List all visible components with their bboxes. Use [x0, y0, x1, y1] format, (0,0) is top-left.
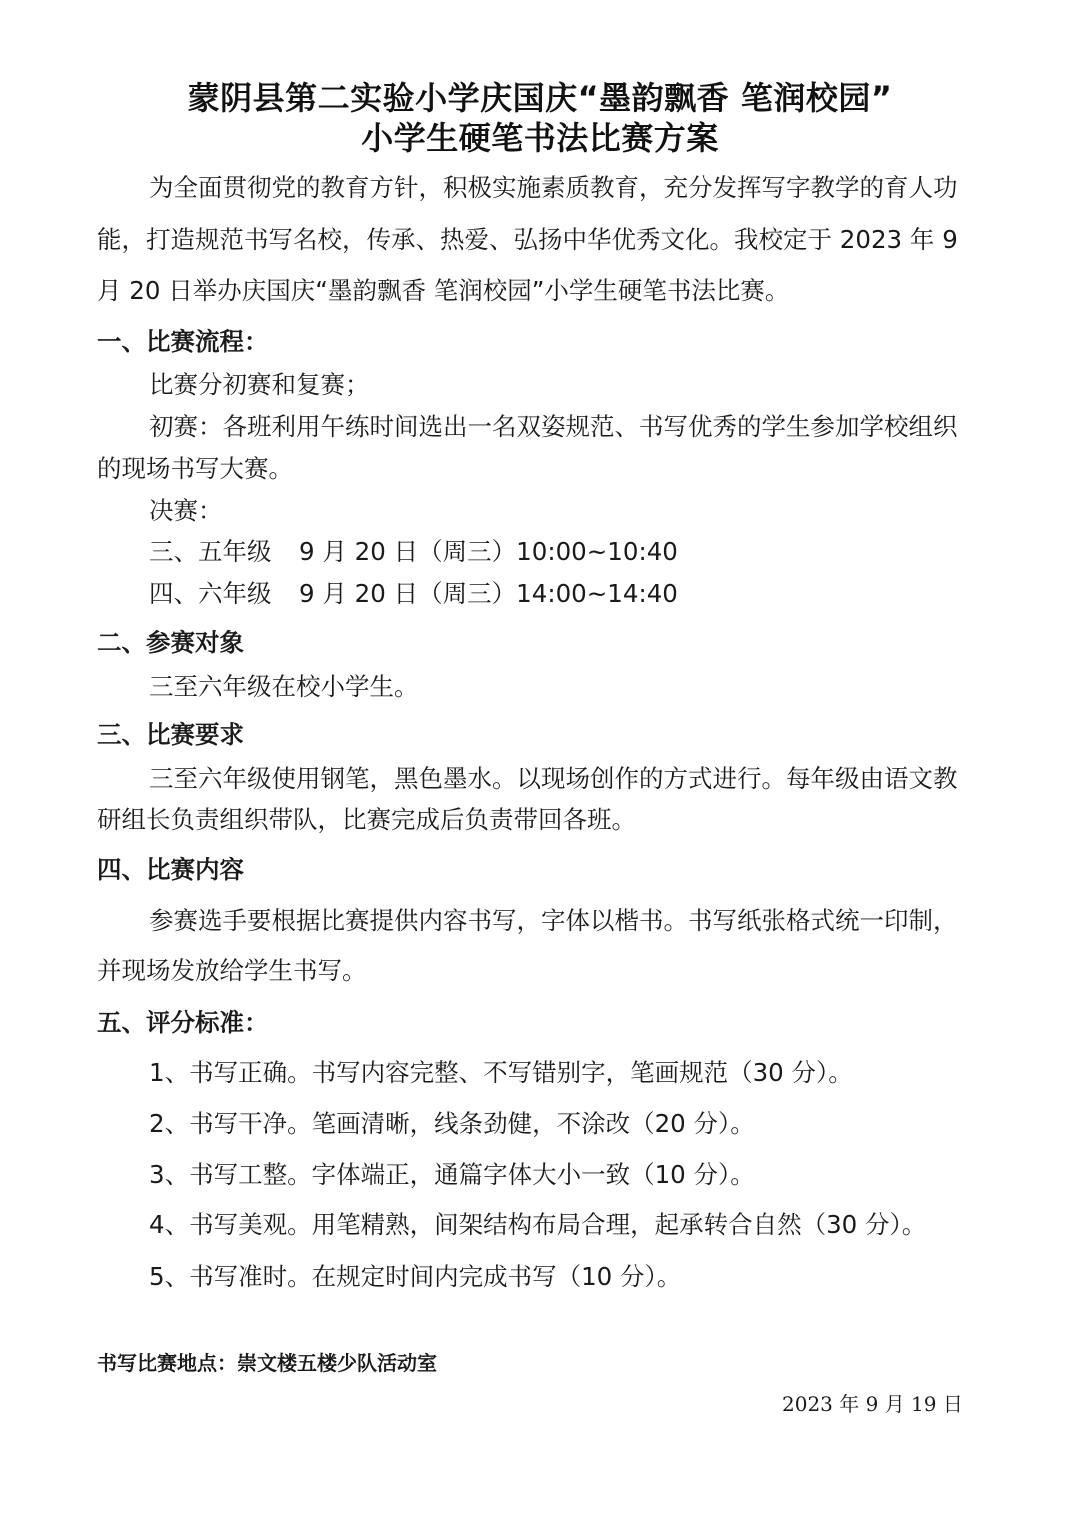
section2-line-1: 三至六年级在校小学生。	[149, 672, 419, 701]
section3-line-1: 三至六年级使用钢笔，黑色墨水。以现场创作的方式进行。每年级由语文教	[149, 764, 958, 793]
section2-heading: 二、参赛对象	[97, 628, 244, 657]
document-title-line1: 蒙阴县第二实验小学庆国庆“墨韵飘香 笔润校园”	[187, 79, 893, 117]
section5-heading: 五、评分标准：	[97, 1008, 269, 1037]
schedule-date: 9 月 20 日（周三）	[299, 579, 517, 608]
scoring-item: 1、书写正确。书写内容完整、不写错别字，笔画规范（30 分）。	[149, 1058, 853, 1087]
intro-line-3: 月 20 日举办庆国庆“墨韵飘香 笔润校园”小学生硬笔书法比赛。	[97, 276, 790, 305]
schedule-grade: 三、五年级	[149, 537, 272, 566]
scoring-item: 5、书写准时。在规定时间内完成书写（10 分）。	[149, 1262, 682, 1291]
section3-line-2: 研组长负责组织带队，比赛完成后负责带回各班。	[97, 805, 636, 834]
schedule-time: 14:00~14:40	[516, 579, 678, 608]
section1-heading: 一、比赛流程：	[97, 327, 269, 356]
scoring-item: 4、书写美观。用笔精熟，间架结构布局合理，起承转合自然（30 分）。	[149, 1210, 927, 1239]
schedule-date: 9 月 20 日（周三）	[299, 537, 517, 566]
intro-line-1: 为全面贯彻党的教育方针，积极实施素质教育，充分发挥写字教学的育人功	[149, 173, 958, 202]
schedule-time: 10:00~10:40	[516, 537, 678, 566]
contest-location: 书写比赛地点：崇文楼五楼少队活动室	[97, 1351, 437, 1375]
section3-heading: 三、比赛要求	[97, 720, 244, 749]
schedule-grade: 四、六年级	[149, 579, 272, 608]
section1-line-2: 初赛：各班利用午练时间选出一名双姿规范、书写优秀的学生参加学校组织	[149, 412, 958, 441]
schedule-row	[149, 536, 1039, 568]
section1-line-1: 比赛分初赛和复赛；	[149, 370, 370, 399]
scoring-item: 2、书写干净。笔画清晰，线条劲健，不涂改（20 分）。	[149, 1109, 755, 1138]
document-title-line2: 小学生硬笔书法比赛方案	[361, 119, 719, 157]
section4-line-2: 并现场发放给学生书写。	[97, 956, 367, 985]
intro-line-2: 能，打造规范书写名校，传承、热爱、弘扬中华优秀文化。我校定于 2023 年 9	[97, 225, 958, 254]
final-label: 决赛：	[149, 496, 223, 525]
scoring-item: 3、书写工整。字体端正，通篇字体大小一致（10 分）。	[149, 1160, 755, 1189]
schedule-row	[149, 578, 1039, 610]
document-date: 2023 年 9 月 19 日	[782, 1392, 963, 1416]
section1-line-3: 的现场书写大赛。	[97, 454, 293, 483]
section4-line-1: 参赛选手要根据比赛提供内容书写，字体以楷书。书写纸张格式统一印制，	[149, 906, 958, 935]
section4-heading: 四、比赛内容	[97, 855, 244, 884]
